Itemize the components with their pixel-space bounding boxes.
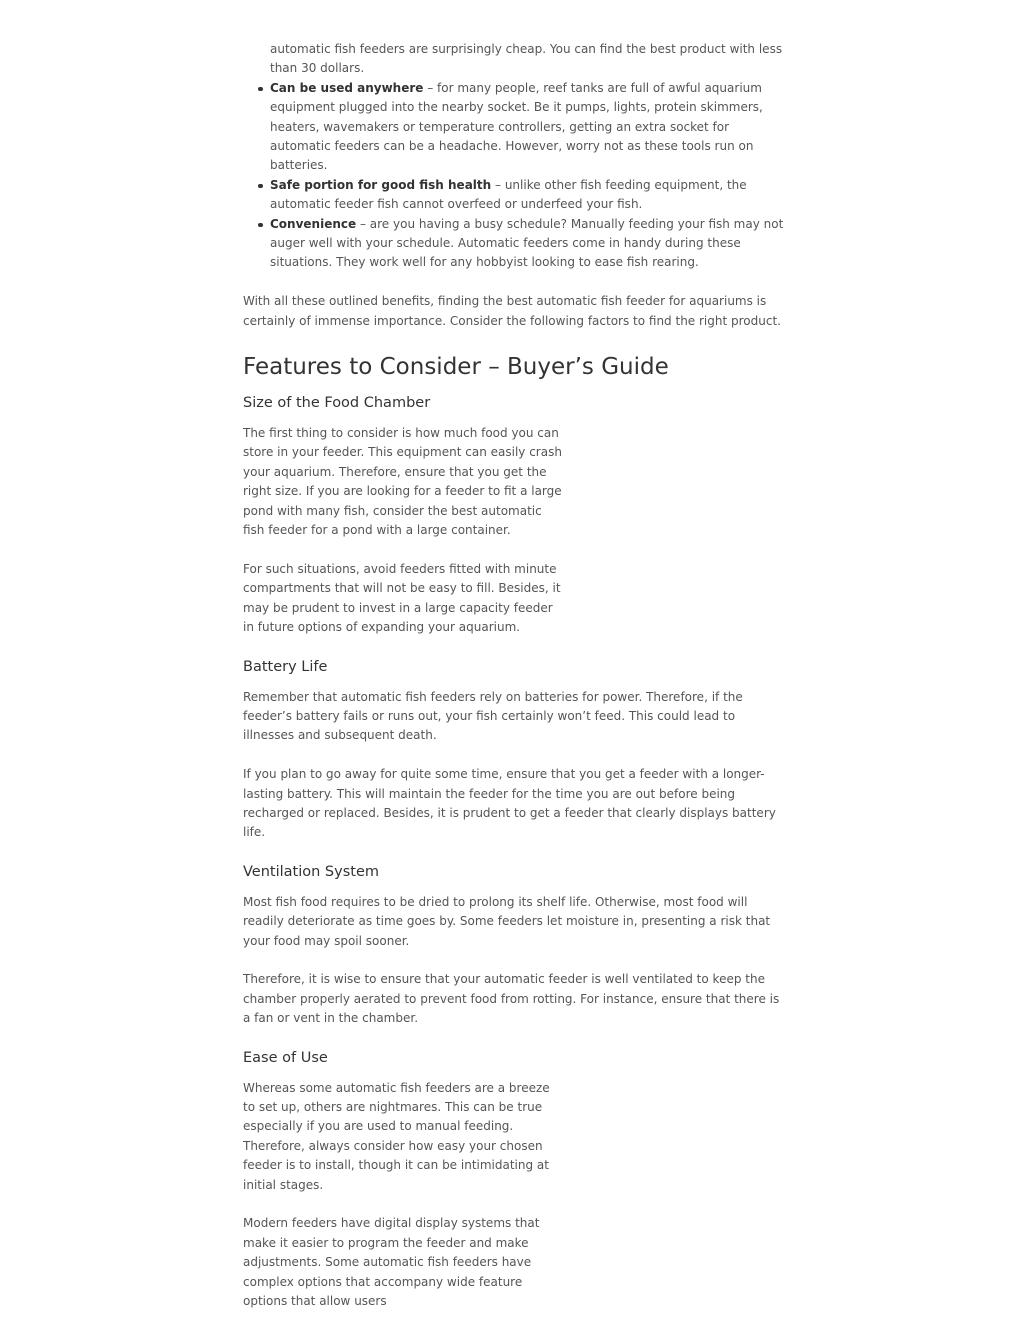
heading-ventilation-system: Ventilation System bbox=[243, 863, 379, 880]
bullet-text: – unlike other fish feeding equipment, the automatic feeder fish cannot overfeed or underfeed your fish. bbox=[270, 177, 747, 212]
list-item-convenience bbox=[270, 215, 788, 273]
buyers-guide-heading: Features to Consider – Buyer’s Guide bbox=[243, 354, 669, 381]
ventilation-paragraph-1: Most fish food requires to be dried to prolong its shelf life. Otherwise, most food will readily deteriorate as time goes by. Some feeders let moisture in, presenting a risk that your food may spoil sooner. bbox=[243, 894, 771, 948]
list-item-safe-portion bbox=[270, 176, 788, 215]
battery-paragraph-2: If you plan to go away for quite some time, ensure that you get a feeder with a longer-lasting battery. This will maintain the feeder for the time you are out before being recharged or replaced. Besides, it is prudent to get a feeder that clearly displays battery life. bbox=[243, 767, 776, 840]
list-item-used-anywhere bbox=[270, 79, 788, 176]
heading-food-chamber: Size of the Food Chamber bbox=[243, 395, 431, 412]
heading-battery-life: Battery Life bbox=[243, 658, 328, 675]
benefits-list bbox=[243, 40, 788, 273]
bullet-text: – for many people, reef tanks are full of awful aquarium equipment plugged into the nearby socket. Be it pumps, lights, protein skimmers, heaters, wavemakers or temperature controllers, getting an extra socket for automatic feeders can be a headache. However, worry not as these tools run on batteries. bbox=[270, 80, 763, 173]
ease-of-use-paragraph-2: Modern feeders have digital display systems that make it easier to program the feeder and make adjustments. Some automatic fish feeders have complex options that accompany wide feature options that allow users bbox=[243, 1216, 540, 1309]
food-chamber-paragraph-2: For such situations, avoid feeders fitted with minute compartments that will not be easy to fill. Besides, it may be prudent to invest in a large capacity feeder in future options of expanding your aquarium. bbox=[243, 561, 561, 635]
bullet-term: Safe portion for good fish health bbox=[270, 177, 492, 192]
benefits-summary: With all these outlined benefits, finding the best automatic fish feeder for aquariums is certainly of immense importance. Consider the following factors to find the right product. bbox=[243, 294, 781, 328]
article-body bbox=[243, 40, 788, 1311]
ventilation-paragraph-2: Therefore, it is wise to ensure that your automatic feeder is well ventilated to keep the chamber properly aerated to prevent food from rotting. For instance, ensure that there is a fan or vent in the chamber. bbox=[243, 972, 780, 1026]
list-item-continuation: automatic fish feeders are surprisingly cheap. You can find the best product with less than 30 dollars. bbox=[270, 42, 783, 76]
bullet-term: Convenience bbox=[270, 216, 357, 231]
heading-ease-of-use: Ease of Use bbox=[243, 1049, 328, 1066]
battery-paragraph-1: Remember that automatic fish feeders rely on batteries for power. Therefore, if the feeder’s battery fails or runs out, your fish certainly won’t feed. This could lead to illnesses and subsequent death. bbox=[243, 689, 743, 743]
food-chamber-paragraph-1: The first thing to consider is how much food you can store in your feeder. This equipment can easily crash your aquarium. Therefore, ensure that you get the right size. If you are looking for a feeder to fit a large pond with many fish, consider the best automatic fish feeder for a pond with a large container. bbox=[243, 426, 562, 538]
ease-of-use-paragraph-1: Whereas some automatic fish feeders are a breeze to set up, others are nightmares. This can be true especially if you are used to manual feeding. Therefore, always consider how easy your chosen feeder is to install, though it can be intimidating at initial stages. bbox=[243, 1080, 550, 1192]
bullet-term: Can be used anywhere bbox=[270, 80, 424, 95]
bullet-text: – are you having a busy schedule? Manually feeding your fish may not auger well with your schedule. Automatic feeders come in handy during these situations. They work well for any hobbyist looking to ease fish rearing. bbox=[270, 216, 784, 270]
